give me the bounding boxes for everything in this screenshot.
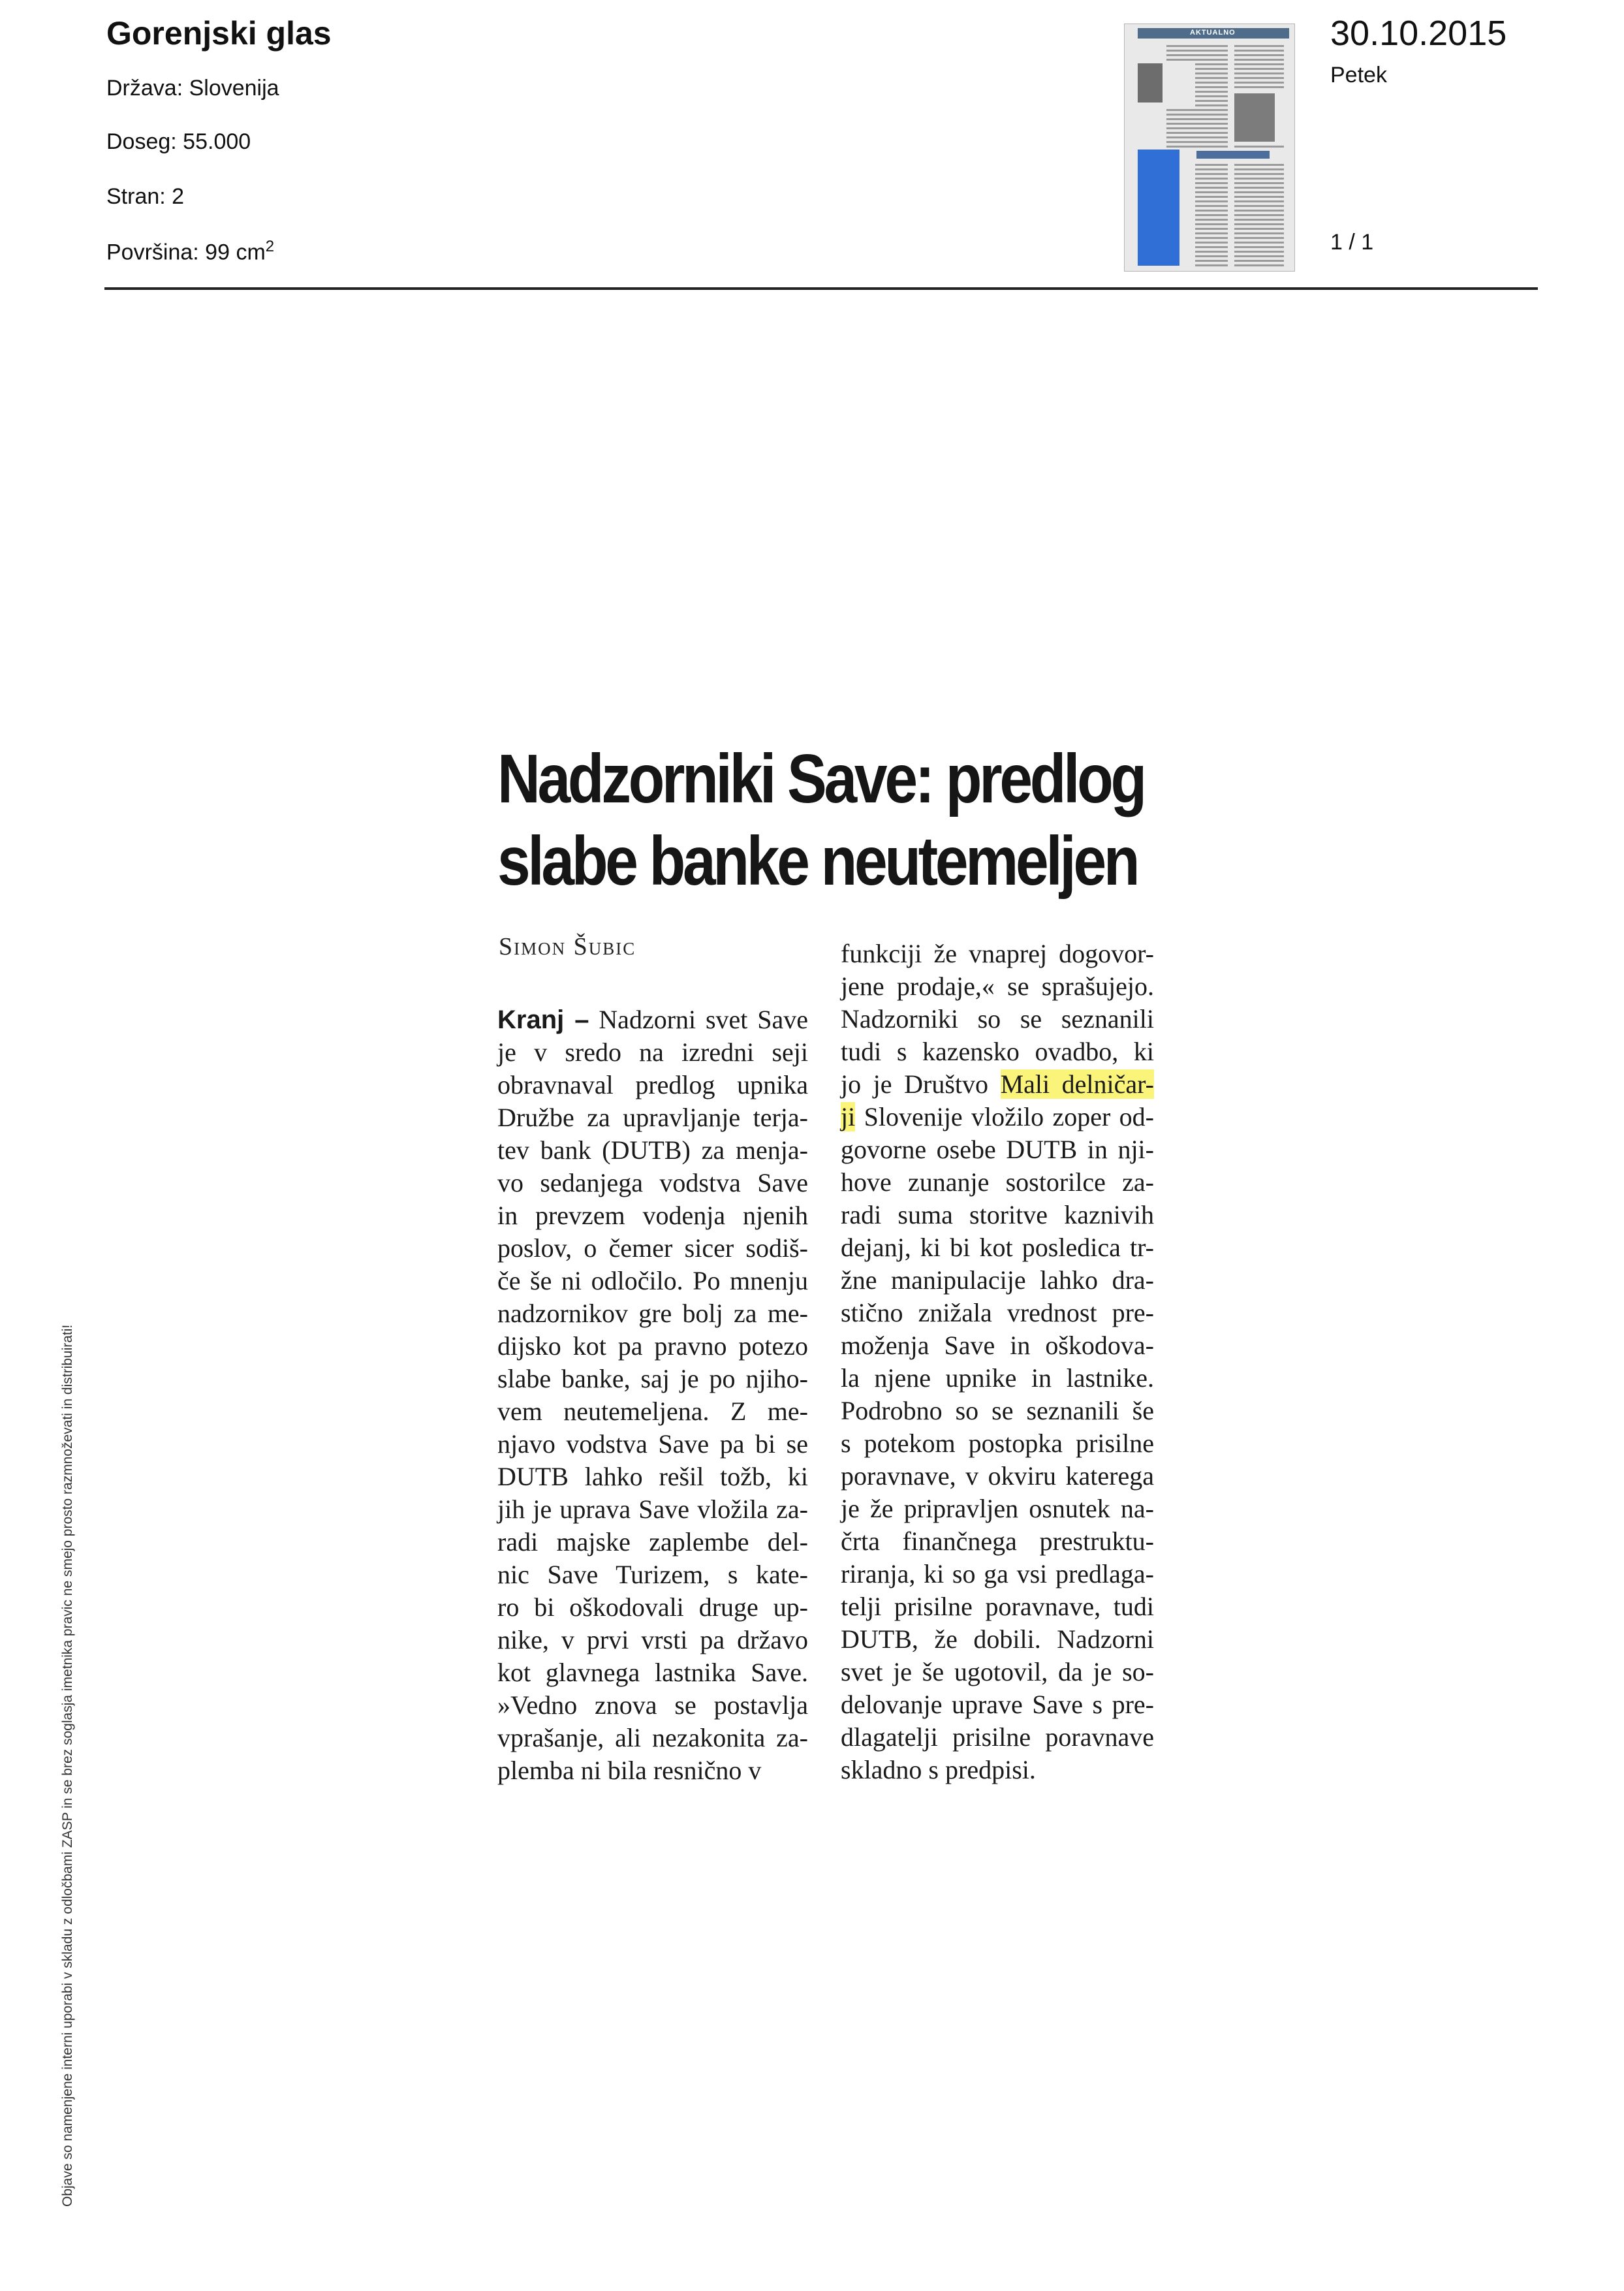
header-divider bbox=[104, 287, 1538, 290]
thumbnail-text-line bbox=[1195, 164, 1228, 166]
thumbnail-text-line bbox=[1234, 178, 1284, 180]
thumbnail-text-line bbox=[1195, 168, 1228, 170]
thumbnail-text-line bbox=[1234, 251, 1284, 253]
thumbnail-text-line bbox=[1234, 246, 1284, 248]
thumbnail-text-line bbox=[1234, 50, 1284, 52]
thumbnail-text-line bbox=[1234, 260, 1284, 262]
article-line-text: jo je Društvo bbox=[841, 1069, 1001, 1099]
issue-weekday: Petek bbox=[1330, 63, 1387, 87]
article-line: in prevzem vodenja njenih bbox=[497, 1201, 808, 1230]
article-line: dlagatelji prisilne poravnave bbox=[841, 1722, 1154, 1752]
article-line: riranja, ki so ga vsi predlaga- bbox=[841, 1559, 1154, 1588]
area-label-text: Površina: 99 cm bbox=[106, 240, 266, 265]
article-line: žne manipulacije lahko dra- bbox=[841, 1265, 1154, 1295]
thumbnail-text-line bbox=[1234, 242, 1284, 244]
thumbnail-text-line bbox=[1195, 251, 1228, 253]
thumbnail-photo bbox=[1138, 63, 1163, 103]
thumbnail-text-line bbox=[1195, 187, 1228, 189]
article-headline bbox=[497, 738, 1144, 902]
thumbnail-text-line bbox=[1195, 72, 1228, 74]
thumbnail-text-line bbox=[1195, 146, 1228, 148]
thumbnail-text-line bbox=[1234, 72, 1284, 74]
thumbnail-text-line bbox=[1195, 50, 1228, 52]
thumbnail-text-line bbox=[1195, 86, 1228, 88]
thumbnail-text-line bbox=[1234, 63, 1284, 65]
thumbnail-text-line bbox=[1195, 182, 1228, 184]
thumbnail-text-line bbox=[1234, 223, 1284, 225]
article-line-text: Slovenije vložilo zoper od- bbox=[855, 1102, 1154, 1131]
thumbnail-photo bbox=[1234, 93, 1275, 142]
copyright-notice: Objave so namenjene interni uporabi v skladu z odločbami ZASP in se brez soglasja imetnika pravic ne smejo prosto razmnoževati in distribuirati! bbox=[60, 1324, 75, 2207]
thumbnail-text-line bbox=[1195, 82, 1228, 84]
thumbnail-text-line bbox=[1234, 173, 1284, 175]
article-line: radi suma storitve kaznivih bbox=[841, 1200, 1154, 1229]
thumbnail-text-line bbox=[1234, 264, 1284, 266]
article-line: tev bank (DUTB) za menja- bbox=[497, 1135, 808, 1165]
thumbnail-text-line bbox=[1234, 237, 1284, 239]
dateline: Kranj – bbox=[497, 1005, 589, 1034]
thumbnail-text-line bbox=[1195, 196, 1228, 198]
article-line: obravnaval predlog upnika bbox=[497, 1070, 808, 1099]
thumbnail-text-line bbox=[1195, 123, 1228, 125]
thumbnail-section-band bbox=[1138, 28, 1289, 39]
page-label: Stran: 2 bbox=[106, 184, 185, 209]
article-line: poravnave, v okviru katerega bbox=[841, 1461, 1154, 1491]
article-line: govorne osebe DUTB in nji- bbox=[841, 1135, 1154, 1164]
thumbnail-text-line bbox=[1195, 118, 1228, 120]
thumbnail-text-line bbox=[1195, 237, 1228, 239]
thumbnail-text-line bbox=[1234, 82, 1284, 84]
article-line: poslov, o čemer sicer sodiš- bbox=[497, 1233, 808, 1263]
article-line: nadzornikov gre bolj za me- bbox=[497, 1299, 808, 1328]
thumbnail-text-line bbox=[1234, 54, 1284, 56]
article-line: delovanje uprave Save s pre- bbox=[841, 1690, 1154, 1719]
thumbnail-subheadline bbox=[1196, 151, 1270, 159]
right-column-lines-before bbox=[841, 938, 1154, 1068]
thumbnail-text-line bbox=[1234, 182, 1284, 184]
thumbnail-text-line bbox=[1195, 54, 1228, 56]
thumbnail-text-line bbox=[1195, 242, 1228, 244]
thumbnail-text-line bbox=[1195, 223, 1228, 225]
article-line: »Vedno znova se postavlja bbox=[497, 1690, 808, 1720]
article-line: jih je uprava Save vložila za- bbox=[497, 1494, 808, 1524]
thumbnail-text-line bbox=[1195, 214, 1228, 216]
thumbnail-text-line bbox=[1195, 260, 1228, 262]
article-line: kot glavnega lastnika Save. bbox=[497, 1658, 808, 1687]
thumbnail-text-line bbox=[1195, 219, 1228, 221]
article-line: je v sredo na izredni seji bbox=[497, 1037, 808, 1067]
article-line: skladno s predpisi. bbox=[841, 1755, 1036, 1784]
article-line: dejanj, ki bi kot posledica tr- bbox=[841, 1233, 1154, 1262]
left-column-lines bbox=[497, 1036, 808, 1787]
article-line: nike, v prvi vrsti pa državo bbox=[497, 1625, 808, 1654]
thumbnail-text-line bbox=[1234, 191, 1284, 193]
article-line: jene prodaje,« se sprašujejo. bbox=[841, 972, 1154, 1001]
article-line: radi majske zaplembe del- bbox=[497, 1527, 808, 1556]
article-column-right bbox=[841, 938, 1154, 1786]
thumbnail-text-line bbox=[1195, 136, 1228, 138]
article-line bbox=[841, 1101, 1154, 1133]
thumbnail-text-line bbox=[1195, 127, 1228, 129]
country-label: Država: Slovenija bbox=[106, 76, 279, 101]
thumbnail-text-line bbox=[1234, 210, 1284, 212]
article-line: hove zunanje sostorilce za- bbox=[841, 1167, 1154, 1197]
thumbnail-text-line bbox=[1234, 200, 1284, 202]
article-line: je že pripravljen osnutek na- bbox=[841, 1494, 1154, 1523]
thumbnail-text-line bbox=[1195, 178, 1228, 180]
thumbnail-text-line bbox=[1195, 109, 1228, 111]
thumbnail-section-label: AKTUALNO bbox=[1190, 29, 1236, 37]
publication-name: Gorenjski glas bbox=[106, 15, 332, 52]
article-byline: Simon Šubic bbox=[499, 933, 636, 960]
article-line: Podrobno so se seznanili še bbox=[841, 1396, 1154, 1425]
article-line: dijsko kot pa pravno potezo bbox=[497, 1331, 808, 1361]
thumbnail-text-line bbox=[1195, 210, 1228, 212]
area-superscript: 2 bbox=[265, 238, 275, 255]
thumbnail-text-line bbox=[1234, 146, 1284, 148]
article-line: ro bi oškodovali druge up- bbox=[497, 1592, 808, 1622]
thumbnail-text-line bbox=[1195, 77, 1228, 79]
thumbnail-text-line bbox=[1234, 196, 1284, 198]
thumbnail-text-line bbox=[1195, 104, 1228, 106]
thumbnail-text-line bbox=[1195, 200, 1228, 202]
article-line: s potekom postopka prisilne bbox=[841, 1429, 1154, 1458]
thumbnail-text-line bbox=[1195, 264, 1228, 266]
thumbnail-text-line bbox=[1195, 59, 1228, 61]
article-line-text: Nadzorni svet Save bbox=[599, 1005, 808, 1034]
thumbnail-text-line bbox=[1234, 59, 1284, 61]
thumbnail-text-line bbox=[1234, 219, 1284, 221]
page-count: 1 / 1 bbox=[1330, 230, 1374, 255]
thumbnail-text-line bbox=[1195, 246, 1228, 248]
article-line: funkciji že vnaprej dogovor- bbox=[841, 939, 1154, 968]
article-line: njavo vodstva Save pa bi se bbox=[497, 1429, 808, 1459]
article-line bbox=[841, 1068, 1154, 1101]
reach-label: Doseg: 55.000 bbox=[106, 129, 251, 154]
article-line: vem neutemeljena. Z me- bbox=[497, 1397, 808, 1426]
article-line: tudi s kazensko ovadbo, ki bbox=[841, 1037, 1154, 1066]
thumbnail-text-line bbox=[1234, 228, 1284, 230]
article-line: DUTB lahko rešil tožb, ki bbox=[497, 1462, 808, 1491]
highlighted-text: Mali delničar- bbox=[1000, 1069, 1154, 1099]
highlighted-text: ji bbox=[841, 1102, 856, 1131]
article-line: nic Save Turizem, s kate- bbox=[497, 1560, 808, 1589]
article-line: DUTB, že dobili. Nadzorni bbox=[841, 1624, 1154, 1654]
thumbnail-text-line bbox=[1195, 173, 1228, 175]
thumbnail-text-line bbox=[1195, 45, 1228, 47]
thumbnail-text-line bbox=[1195, 100, 1228, 102]
thumbnail-text-line bbox=[1195, 232, 1228, 234]
thumbnail-text-line bbox=[1234, 232, 1284, 234]
article-line: la njene upnike in lastnike. bbox=[841, 1363, 1154, 1393]
article-line: črta finančnega prestruktu- bbox=[841, 1526, 1154, 1556]
thumbnail-blue-box bbox=[1138, 150, 1179, 266]
thumbnail-text-line bbox=[1234, 45, 1284, 47]
article-line: Družbe za upravljanje terja- bbox=[497, 1103, 808, 1132]
thumbnail-text-line bbox=[1234, 164, 1284, 166]
area-label bbox=[106, 238, 274, 265]
thumbnail-text-line bbox=[1195, 95, 1228, 97]
thumbnail-text-line bbox=[1234, 205, 1284, 207]
headline-line-1: Nadzorniki Save: predlog bbox=[497, 740, 1144, 817]
article-line: vo sedanjega vodstva Save bbox=[497, 1168, 808, 1197]
article-line: vprašanje, ali nezakonita za- bbox=[497, 1723, 808, 1752]
thumbnail-text-line bbox=[1195, 91, 1228, 93]
article-line: telji prisilne poravnave, tudi bbox=[841, 1592, 1154, 1621]
article-line: stično znižala vrednost pre- bbox=[841, 1298, 1154, 1327]
article-line: slabe banke, saj je po njiho- bbox=[497, 1364, 808, 1393]
thumbnail-text-line bbox=[1195, 228, 1228, 230]
thumbnail-text-line bbox=[1234, 77, 1284, 79]
right-column-lines-after bbox=[841, 1133, 1154, 1786]
article-line bbox=[497, 1003, 808, 1036]
thumbnail-text-line bbox=[1195, 255, 1228, 257]
article-line: plemba ni bila resnično v bbox=[497, 1756, 762, 1785]
article-line: če še ni odločilo. Po mnenju bbox=[497, 1266, 808, 1295]
thumbnail-text-line bbox=[1195, 114, 1228, 116]
thumbnail-text-line bbox=[1234, 187, 1284, 189]
thumbnail-text-line bbox=[1195, 141, 1228, 143]
thumbnail-text-line bbox=[1234, 168, 1284, 170]
thumbnail-text-line bbox=[1234, 214, 1284, 216]
thumbnail-text-line bbox=[1195, 191, 1228, 193]
headline-line-2: slabe banke neutemeljen bbox=[497, 823, 1138, 900]
thumbnail-text-line bbox=[1234, 255, 1284, 257]
thumbnail-text-line bbox=[1234, 86, 1284, 88]
thumbnail-text-line bbox=[1195, 205, 1228, 207]
thumbnail-text-line bbox=[1195, 68, 1228, 70]
article-line: svet je še ugotovil, da je so- bbox=[841, 1657, 1154, 1686]
article-line: moženja Save in oškodova- bbox=[841, 1331, 1154, 1360]
thumbnail-text-line bbox=[1195, 63, 1228, 65]
thumbnail-text-line bbox=[1195, 132, 1228, 134]
issue-date: 30.10.2015 bbox=[1330, 14, 1507, 53]
thumbnail-text-line bbox=[1234, 68, 1284, 70]
article-line: Nadzorniki so se seznanili bbox=[841, 1004, 1154, 1034]
article-column-left bbox=[497, 1003, 808, 1787]
page-thumbnail bbox=[1124, 24, 1295, 272]
